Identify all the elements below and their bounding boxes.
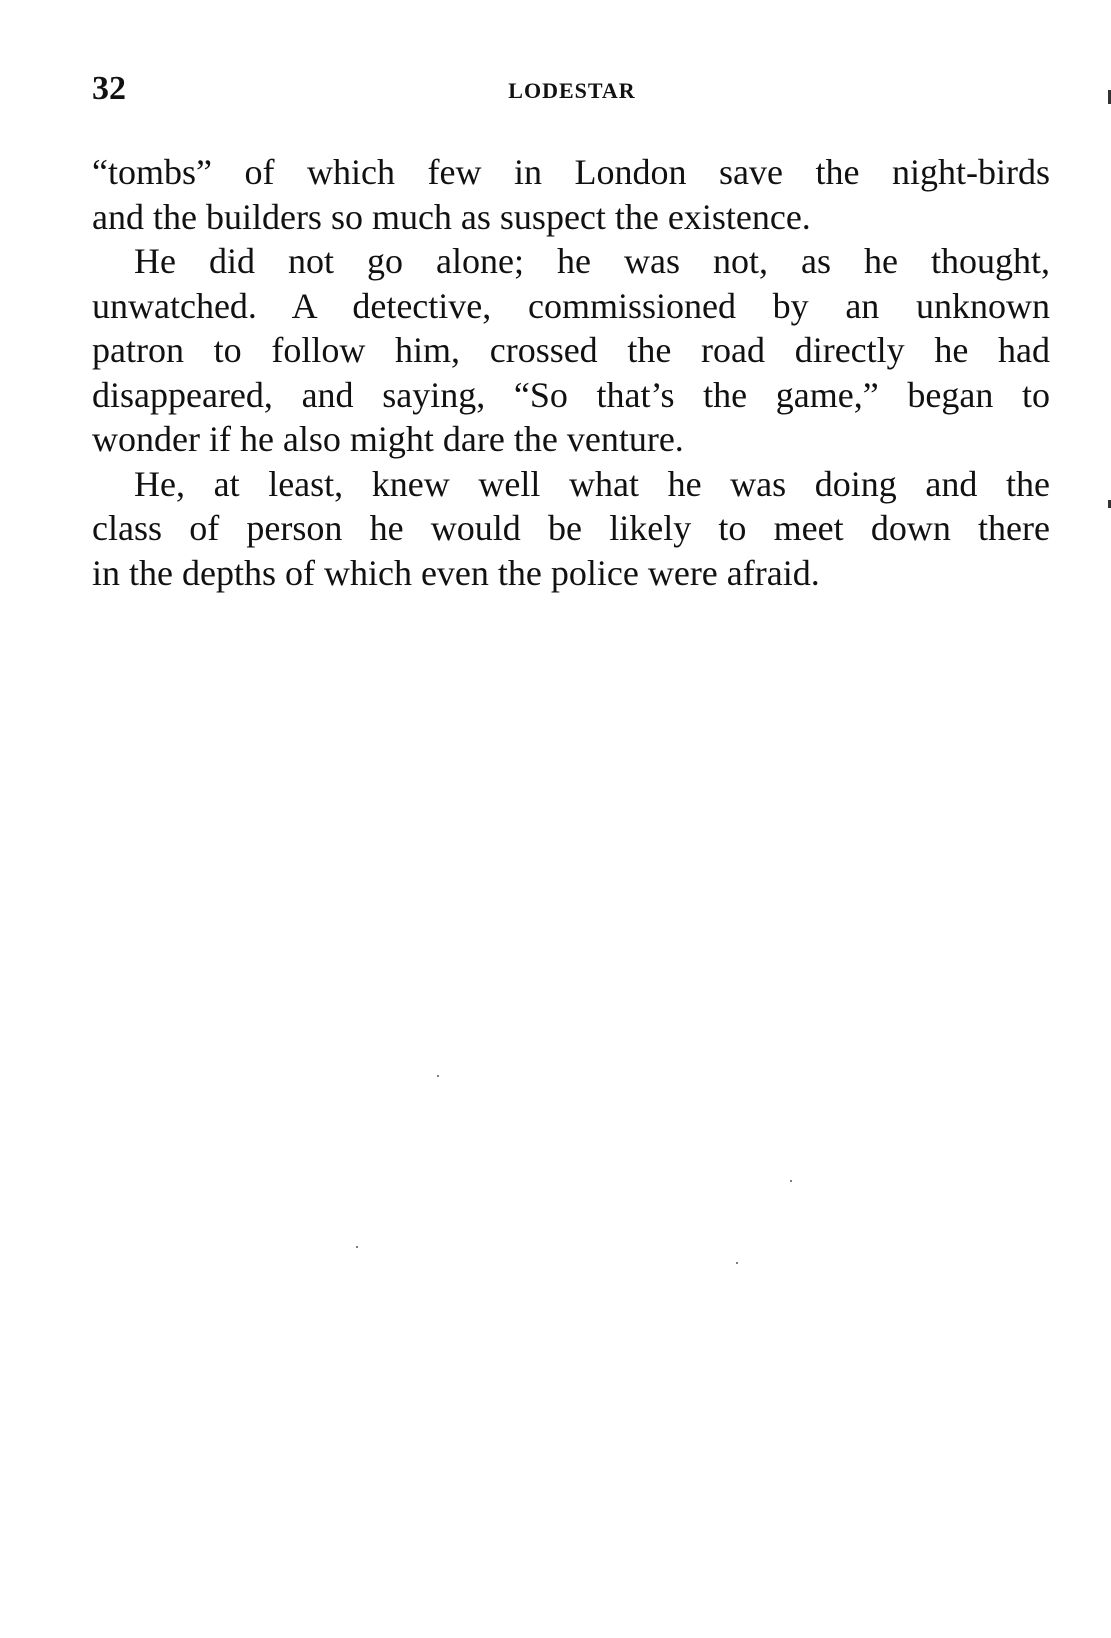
text-line: in the depths of which even the police were afraid. — [92, 552, 820, 593]
text-line: unwatched. A detective, commissioned by an unknown — [92, 285, 1050, 326]
text-line: He did not go alone; he was not, as he thought, — [134, 241, 1050, 281]
running-title: LODESTAR — [508, 78, 636, 103]
scan-speck — [356, 1246, 358, 1248]
text-line: class of person he would be likely to meet down there — [92, 508, 1050, 548]
text-line: “tombs” of which few in London save the night-birds — [92, 152, 1050, 192]
scan-speck — [736, 1262, 738, 1264]
text-line: wonder if he also might dare the venture. — [92, 419, 684, 459]
body-text — [92, 150, 1050, 595]
text-line: patron to follow him, crossed the road directly he had — [92, 330, 1050, 370]
text-line: He, at least, knew well what he was doing and the — [134, 463, 1050, 504]
text-line: disappeared, and saying, “So that’s the game,” began to — [92, 374, 1050, 415]
scan-speck — [790, 1180, 792, 1182]
running-head — [92, 70, 1052, 120]
page-number: 32 — [92, 70, 126, 107]
scan-speck — [437, 1075, 439, 1077]
text-line: and the builders so much as suspect the existence. — [92, 196, 811, 237]
